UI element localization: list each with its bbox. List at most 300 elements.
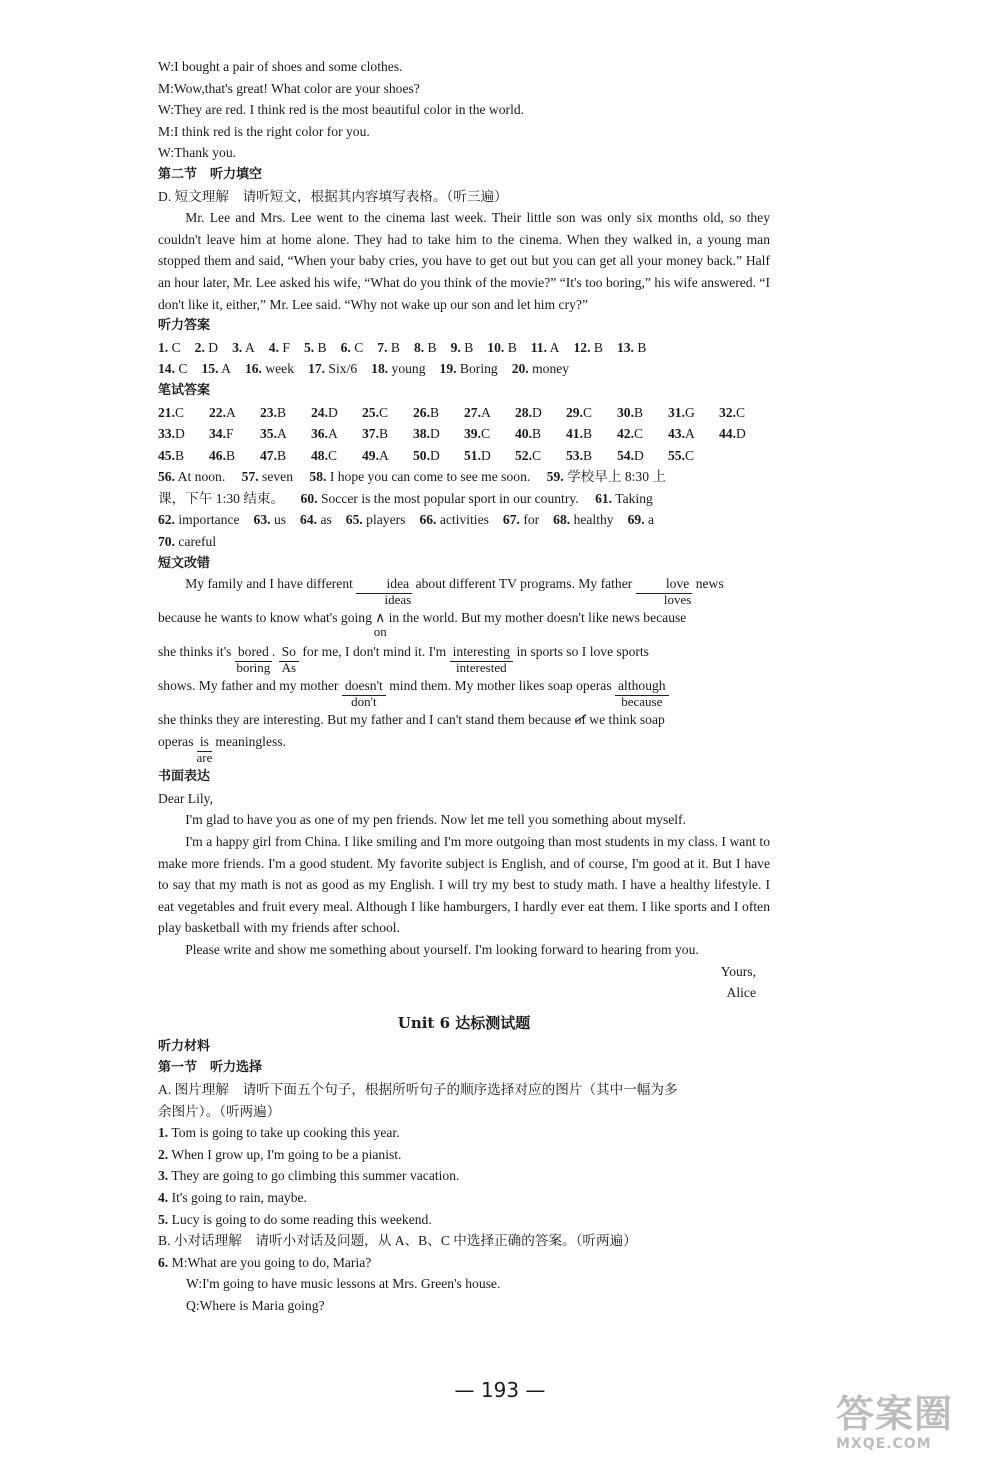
question-number: 24. [311,404,328,420]
question-number: 33. [158,426,175,442]
answer-item [195,340,218,355]
answer-text: D [430,447,440,463]
answer-item [419,512,488,527]
written-answers-row [158,509,770,531]
written-answers-line [158,531,770,553]
answer-item [566,423,617,445]
watermark-logo [836,1392,986,1468]
correction-word: interested [456,660,507,676]
answer-item [260,445,311,467]
answer-text: Boring [456,361,498,377]
item-number: 1. [158,1125,169,1141]
caret-icon: ∧ [375,610,386,626]
question-number: 39. [464,426,481,442]
answer-item [209,402,260,424]
answer-item [300,512,332,527]
answer-text: players [362,512,406,528]
corrected-word [342,677,386,710]
passage-text: in sports so I love sports [516,644,649,660]
question-number: 70. [158,534,175,550]
answer-text: 学校早上 8:30 上 [567,469,667,485]
item-number: 2. [158,1146,169,1162]
answer-item [531,340,560,355]
answer-item [362,423,413,445]
answer-text: D [736,426,746,442]
item-number: 4. [158,1189,169,1205]
correction-line [158,642,770,676]
question-number: 48. [311,447,328,463]
question-number: 17. [308,361,326,377]
written-answers-row [158,402,770,424]
item-number: 6. [158,1254,169,1270]
question-number: 11. [530,339,548,355]
section2-instruction: D. 短文理解 请听短文，根据其内容填写表格。（听三遍） [158,188,508,204]
question-number: 37. [362,426,379,442]
answer-text: A [242,339,255,355]
answer-item [245,361,294,376]
dialog-block [158,56,770,164]
answer-item [573,340,602,355]
correction-line [158,710,770,732]
answer-item [341,340,364,355]
passage-text: she thinks it's [158,644,232,660]
passage-text: . [271,644,276,660]
question-number: 55. [668,447,685,463]
letter-closing: Yours, [720,963,756,979]
answer-text: D [634,447,644,463]
answer-item [254,512,287,527]
dialog-line: Q:Where is Maria going? [186,1297,325,1313]
answer-text: B [634,404,644,420]
question-number: 68. [553,512,571,528]
question-number: 5. [303,339,315,355]
answer-text: C [175,361,188,377]
answer-text: us [270,512,287,528]
answer-text: B [583,447,593,463]
question-number: 19. [439,361,457,377]
answer-item [311,445,362,467]
corrected-word [279,643,299,676]
answer-text: B [430,404,440,420]
answer-item [158,512,240,527]
passage-text: shows. My father and my mother [158,678,339,694]
answer-text: Taking [615,490,653,506]
listening-answers-heading: 听力答案 [158,318,211,334]
original-word: So [281,644,296,660]
passage-text: operas [158,734,194,750]
answer-item [371,361,425,376]
question-number: 30. [617,404,634,420]
answer-item [515,423,566,445]
unit-title: Unit 6 达标测试题 [397,1013,531,1032]
question-number: 43. [668,426,685,442]
answer-text: B [532,426,542,442]
corrected-word [450,643,513,676]
question-number: 32. [719,404,736,420]
question-number: 3. [232,339,243,355]
question-number: 54. [617,447,634,463]
question-number: 10. [487,339,505,355]
original-word: of [574,712,586,728]
original-word: idea [386,576,410,592]
answer-item [487,340,516,355]
answer-text: importance [175,512,240,528]
question-number: 22. [209,404,226,420]
answer-text: A [547,339,560,355]
answer-item [617,445,668,467]
passage-text: for me, I don't mind it. I'm [302,644,447,660]
answer-text: B [633,339,647,355]
question-number: 9. [450,339,461,355]
answer-text: F [278,339,290,355]
answer-text: careful [178,534,217,550]
question-number: 66. [419,512,437,528]
answer-item [308,361,357,376]
answer-item [553,512,613,527]
letter-paragraph: I'm a happy girl from China. I like smiling and I'm more outgoing than most students in my class. I want to make more friends. I'm a good student. My favorite subject is English, and of course, I'm good at it. But I have to say that my math is not as good as my English. I will try my best to study math. I have a healthy lifestyle. I eat vegetables and fruit every meal. Although I like hamburgers, I hardly ever eat them. I like sports and I often play basketball with my friends after school. [158,834,770,936]
passage-text: about different TV programs. My father [415,576,633,592]
passage-text: mind them. My mother likes soap operas [389,678,612,694]
item-text: When I grow up, I'm going to be a pianist. [171,1146,402,1162]
answer-text: money [528,361,570,377]
answer-text: C [328,447,338,463]
listening-answers-row [158,358,770,380]
original-word: is [199,734,209,750]
answer-text: D [532,404,542,420]
page-content [158,56,770,1317]
question-number: 27. [464,404,481,420]
dialog-line: W:Thank you. [158,145,237,161]
answer-item [440,361,498,376]
answer-text: C [350,339,364,355]
answer-text: B [379,426,389,442]
question-number: 34. [209,426,226,442]
question-number: 62. [158,512,175,528]
answer-item [668,445,719,467]
corrected-word [615,677,669,710]
answer-item [414,340,437,355]
answer-item [209,445,260,467]
section-a-instruction: A. 图片理解 请听下面五个句子，根据所听句子的顺序选择对应的图片（其中一幅为多 [158,1081,678,1097]
answer-text: A [379,447,389,463]
answer-item [464,402,515,424]
answer-text: At noon. [177,469,226,485]
question-number: 8. [413,339,425,355]
answer-text: a [644,512,655,528]
corrected-word [356,575,412,608]
answer-item [158,423,209,445]
answer-item [628,512,654,527]
question-number: 40. [515,426,532,442]
passage-text: because he wants to know what's going [158,610,372,626]
answer-item [362,445,413,467]
question-number: 57. [241,469,259,485]
original-word: bored [237,644,269,660]
question-number: 29. [566,404,583,420]
answer-text: healthy [570,512,614,528]
correction-heading: 短文改错 [158,555,211,571]
passage-text: we think soap [589,712,665,728]
question-number: 41. [566,426,583,442]
question-number: 58. [309,469,327,485]
question-number: 28. [515,404,532,420]
written-answers-row [158,423,770,445]
question-number: 31. [668,404,685,420]
answer-item [304,340,327,355]
watermark-text: 答案圈 [836,1392,954,1436]
answer-item [719,402,770,424]
correction-word: because [621,694,663,710]
answer-text: B [387,339,400,355]
answer-item [464,423,515,445]
question-number: 21. [158,404,175,420]
question-number: 7. [377,339,388,355]
answer-text: week [261,361,295,377]
question-number: 35. [260,426,277,442]
correction-passage [158,574,770,766]
answer-item [515,445,566,467]
question-number: 51. [464,447,481,463]
question-number: 61. [595,490,613,506]
question-number: 56. [158,469,175,485]
letter-salutation: Dear Lily, [158,790,213,806]
question-number: 2. [194,339,205,355]
answer-text: seven [262,469,293,485]
question-number: 69. [627,512,645,528]
question-number: 63. [253,512,271,528]
answer-item [158,402,209,424]
answer-text: C [379,404,389,420]
answer-text: C [583,404,593,420]
answer-item [515,402,566,424]
corrected-word [235,643,272,676]
question-number: 18. [371,361,389,377]
correction-word: ideas [384,592,412,608]
answer-text: C [736,404,746,420]
answer-item [377,340,400,355]
answer-text: D [175,426,185,442]
question-number: 47. [260,447,277,463]
question-number: 38. [413,426,430,442]
listening-items [158,1122,770,1230]
answer-text: A [277,426,287,442]
answer-text: F [226,426,234,442]
question-number: 15. [201,361,219,377]
answer-text: B [277,447,287,463]
dialog-line: M:Wow,that's great! What color are your shoes? [158,80,420,96]
question-number: 50. [413,447,430,463]
answer-text: as [317,512,332,528]
answer-text: A [226,404,236,420]
letter-paragraph: I'm glad to have you as one of my pen friends. Now let me tell you something about myself. [185,812,686,828]
answer-item [362,402,413,424]
answer-item [617,340,646,355]
dialog-line: W:I'm going to have music lessons at Mrs. Green's house. [186,1276,501,1292]
correction-line [158,608,770,642]
letter-paragraph: Please write and show me something about yourself. I'm looking forward to hearing from you. [185,942,699,957]
question-number: 4. [268,339,279,355]
insertion-mark [373,608,387,640]
correction-line [158,574,770,608]
question-number: 12. [573,339,591,355]
item-number: 3. [158,1168,169,1184]
answer-text: C [685,447,695,463]
answer-text: young [388,361,426,377]
corrected-word [636,575,693,608]
answer-text: B [460,339,474,355]
question-number: 14. [158,361,175,377]
answer-item [413,423,464,445]
written-answers-line [158,466,770,488]
question-number: 52. [515,447,532,463]
page-number: — 193 — [454,1378,546,1402]
section-b-instruction: B. 小对话理解 请听小对话及问题，从 A、B、C 中选择正确的答案。（听两遍） [158,1233,637,1249]
answer-text: B [583,426,593,442]
question-number: 6. [340,339,351,355]
answer-text: C [168,339,181,355]
list-item [158,1209,770,1231]
correction-word: loves [663,592,692,608]
writing-heading: 书面表达 [158,769,211,785]
deleted-word [575,710,586,730]
list-item [158,1122,770,1144]
answer-text: for [519,512,540,528]
answer-text: D [430,426,440,442]
corrected-word [196,733,213,766]
original-word: interesting [452,644,511,660]
answer-text: C [175,404,185,420]
answer-item [260,402,311,424]
section2-heading: 第二节 听力填空 [158,166,263,182]
answer-item [201,361,230,376]
listening-passage: Mr. Lee and Mrs. Lee went to the cinema last week. Their little son was only six months old, so they couldn't leave him at home alone. They had to take him to the cinema. When they walked in, a young man stopped them and said, “When your baby cries, you have to get out but you can get all your money back.” Half an hour later, Mr. Lee asked his wife, “What do you think of the movie?” “It's too boring,” his wife answered. “I don't like it, either,” Mr. Lee said. “Why not wake up our son and let him cry?” [158,210,770,312]
correction-word: As [281,660,297,676]
written-answers-row [158,445,770,467]
passage-text: meaningless. [215,734,286,750]
answer-text: D [481,447,491,463]
question-number: 64. [300,512,318,528]
answer-item [269,340,290,355]
answer-item [232,340,255,355]
answer-item [668,423,719,445]
answer-text: C [481,426,491,442]
answer-text: Six/6 [325,361,358,377]
question-number: 1. [158,339,169,355]
letter-signature: Alice [726,985,756,1001]
item-text: Lucy is going to do some reading this weekend. [171,1211,432,1227]
passage-text: she thinks they are interesting. But my father and I can't stand them because [158,712,572,728]
answer-text: 课，下午 1:30 结束。 [158,490,285,506]
original-word: love [665,576,690,592]
answer-text: D [328,404,338,420]
answer-text: B [314,339,327,355]
passage-text: My family and I have different [185,576,353,592]
item-number: 5. [158,1211,169,1227]
answer-text: activities [436,512,489,528]
answer-text: B [226,447,236,463]
question-number: 36. [311,426,328,442]
original-word: doesn't [344,678,383,694]
watermark-url: MXQE.COM [836,1436,932,1452]
answer-item [260,423,311,445]
question-number: 49. [362,447,379,463]
answer-text: A [481,404,491,420]
dialog-line: W:They are red. I think red is the most beautiful color in the world. [158,102,525,118]
answer-item [719,423,770,445]
passage-text: news [695,576,724,592]
correction-word: boring [236,660,271,676]
answer-text: B [424,339,437,355]
answer-text: B [175,447,185,463]
written-answers-line [158,488,770,510]
item-text: It's going to rain, maybe. [171,1189,307,1205]
section-a-instruction: 余图片）。（听两遍） [158,1103,281,1119]
answer-item [346,512,406,527]
answer-item [158,445,209,467]
answer-text: A [218,361,231,377]
answer-item [158,340,181,355]
question-number: 26. [413,404,430,420]
correction-word: on [373,624,387,640]
answer-text: D [204,339,219,355]
answer-item [668,402,719,424]
question-number: 13. [616,339,634,355]
answer-text: G [685,404,695,420]
question-number: 59. [546,469,564,485]
answer-item [566,402,617,424]
listening-answers-row [158,337,770,359]
answer-item [413,445,464,467]
answer-item [617,402,668,424]
question-number: 45. [158,447,175,463]
answer-item [566,445,617,467]
question-number: 53. [566,447,583,463]
question-number: 16. [244,361,262,377]
dialog-line: M:What are you going to do, Maria? [171,1254,372,1270]
question-number: 44. [719,426,736,442]
list-item [158,1144,770,1166]
dialog-line: W:I bought a pair of shoes and some clothes. [158,59,403,74]
question-number: 23. [260,404,277,420]
dialog-question [158,1252,770,1274]
correction-line [158,676,770,710]
answer-item [617,423,668,445]
answer-item [451,340,474,355]
answer-text: C [532,447,542,463]
question-number: 46. [209,447,226,463]
answer-text: A [685,426,695,442]
correction-word: don't [351,694,377,710]
answer-item [413,402,464,424]
question-number: 67. [502,512,520,528]
answer-text: B [590,339,603,355]
question-number: 65. [345,512,363,528]
item-text: They are going to go climbing this summer vacation. [171,1168,460,1184]
answer-item [503,512,539,527]
answer-item [311,423,362,445]
list-item [158,1165,770,1187]
answer-text: A [328,426,338,442]
correction-line [158,732,770,766]
original-word: although [618,678,666,694]
question-number: 60. [300,490,318,506]
section1-heading: 第一节 听力选择 [158,1060,263,1076]
question-number: 20. [511,361,529,377]
answer-item [464,445,515,467]
question-number: 25. [362,404,379,420]
written-answers-heading: 笔试答案 [158,382,211,398]
answer-text: C [634,426,644,442]
